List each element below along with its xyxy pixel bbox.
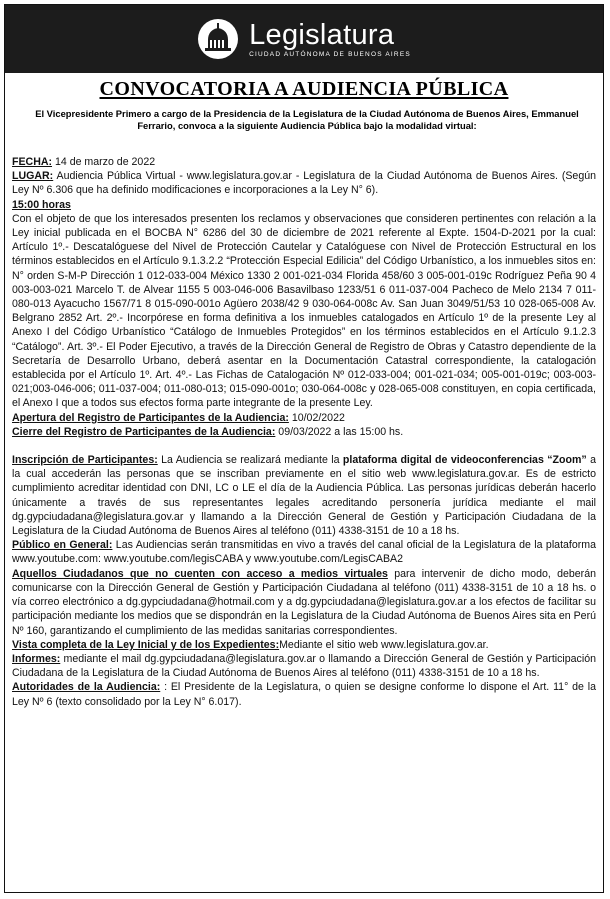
informes-paragraph — [12, 652, 596, 680]
legislatura-logo — [197, 18, 411, 60]
fecha-line — [12, 155, 596, 169]
ciudadanos-paragraph — [12, 567, 596, 638]
vista-paragraph — [12, 638, 596, 652]
publico-label: Público en General: — [12, 539, 113, 552]
notice-body — [12, 155, 596, 709]
publico-text: Las Audiencias serán transmitidas en vivo a través del canal oficial de la Legislatura de la plataforma www.youtube.com: www.youtube.com/legisCABA y www.youtube.com/LegisCABA2 — [12, 539, 596, 566]
hora-label: 15:00 horas — [12, 198, 71, 211]
objeto-paragraph: Con el objeto de que los interesados presenten los reclamos y observaciones que consideren pertinentes con relación a la Ley inicial publicada en el BOCBA N° 6286 del 30 de diciembre de 2021 referente al Expte. 1504-D-2021 por la cual: Artículo 1º.- Descatalóguese del Nivel de Protección Cautelar y Catalóguese con Nivel de Protección Estructural en los términos establecidos en el Artículo 9.1.3.2.2 “Protección Especial Edilicia” del Código Urbanístico, a los inmuebles sitos en: N° orden S-M-P Dirección 1 012-033-004 México 1330 2 001-021-034 Florida 458/60 3 005-001-019c Rodríguez Peña 90 4 003-003-021 Marcelo T. de Alvear 1155 5 003-046-006 Basavilbaso 1233/51 6 011-037-004 Pacheco de Melo 2134 7 011-080-013 Ayacucho 1567/71 8 015-090-001o Agüero 2038/42 9 030-064-008c Av. San Juan 3049/51/53 10 028-065-008 Av. Belgrano 2852 Art. 2º.- Incorpórese en forma definitiva a los inmuebles catalogados en Artículo 1º de la presente Ley al Anexo I del Código Urbanístico “Catálogo de Inmuebles Protegidos” en los términos establecidos en el Artículo 9.1.2.3 “Catálogo”. Art. 3º.- El Poder Ejecutivo, a través de la Dirección General de Registro de Obras y Catastro dependiente de la Secretaría de Desarrollo Urbano, deberá asentar en la Documentación Catastral correspondiente, la catalogación establecida por el Artículo 1º. Art. 4º.- Las Fichas de Catalogación Nº 012-033-004; 001-021-034; 005-001-019c; 003-003-021;003-046-006; 011-037-004; 011-080-013; 015-090-001o; 030-064-008c y 028-065-008 constituyen, en copia certificada, el Anexo I que a todos sus efectos forma parte integrante de la presente Ley. — [12, 212, 596, 410]
lugar-line — [12, 169, 596, 197]
autoridades-label: Autoridades de la Audiencia: — [12, 681, 161, 694]
spacer — [12, 439, 596, 453]
autoridades-text: : El Presidente de la Legislatura, o quien se designe conforme lo dispone el Art. 11° de la Ley Nº 6 (texto consolidado por la Ley N° 6.017). — [12, 681, 596, 708]
hora-line — [12, 198, 596, 212]
ciudadanos-text: para intervenir de dicho modo, deberán comunicarse con la Dirección General de Gestión y Participación Ciudadana al teléfono (011) 4338-3151 de 10 a 18 hs. o vía correo electrónico a dg.gypciudadana@hotmail.com y a dg.gypciudadana@legislatura.gov.ar a los efectos de facilitar su participación mediante los medios que se dispondrán en la Legislatura de la Ciudad Autónoma de Buenos Aires sita en Perú Nº 160, garantizando el cumplimiento de las medidas sanitarias correspondientes. — [12, 567, 596, 637]
informes-label: Informes: — [12, 652, 61, 665]
fecha-value: 14 de marzo de 2022 — [52, 156, 156, 168]
page-title: CONVOCATORIA A AUDIENCIA PÚBLICA — [99, 78, 509, 100]
vista-label: Vista completa de la Ley Inicial y de los Expedientes: — [12, 638, 280, 651]
inscripcion-platform: plataforma digital de videoconferencias “Zoom” — [342, 454, 587, 467]
header-banner — [5, 5, 603, 73]
lugar-value: Audiencia Pública Virtual - www.legislatura.gov.ar - Legislatura de la Ciudad Autónoma de Buenos Aires. (Según Ley Nº 6.306 que ha definido modificaciones e incorporaciones a la Ley N° 6). — [12, 170, 596, 197]
logo-title: Legislatura — [249, 19, 395, 51]
inscripcion-text-1: La Audiencia se realizará mediante la — [157, 454, 343, 467]
apertura-label: Apertura del Registro de Participantes de la Audiencia: — [12, 411, 289, 424]
lugar-label: LUGAR: — [12, 170, 54, 183]
ciudadanos-label: Aquellos Ciudadanos que no cuenten con acceso a medios virtuales — [12, 567, 388, 580]
informes-text: mediante el mail dg.gypciudadana@legislatura.gov.ar o llamando a Dirección General de Gestión y Participación Ciudadana de la Legislatura de la Ciudad Autónoma de Buenos Aires al teléfono (011) 4338-3151 de 10 a 18 hs. — [12, 652, 596, 680]
inscripcion-paragraph — [12, 453, 596, 538]
intro-paragraph: El Vicepresidente Primero a cargo de la Presidencia de la Legislatura de la Ciudad Autónoma de Buenos Aires, Emmanuel Ferrario, convoca a la siguiente Audiencia Pública bajo la modalidad virtual: — [35, 108, 579, 131]
fecha-label: FECHA: — [12, 156, 53, 168]
apertura-value: 10/02/2022 — [288, 411, 345, 424]
notice-frame — [4, 4, 604, 893]
apertura-line — [12, 411, 596, 425]
inscripcion-text-2: a la cual accederán las personas que se inscriban previamente en el sitio web www.legislatura.gov.ar. Es de estricto cumplimiento acreditar identidad con DNI, LC o LE el día de la Audiencia Pública. Las personas jurídicas deberán hacerlo únicamente a través de sus representantes legales acreditando personería jurídica mediante el mail dg.gypciudadana@legislatura.gov.ar y llamando a la Dirección General de Gestión y Participación Ciudadana de la Legislatura de la Ciudad Autónoma de Buenos Aires al teléfono (011) 4338-3151 de 10 a 18 hs. — [12, 454, 596, 538]
cierre-value: 09/03/2022 a las 15:00 hs. — [275, 425, 404, 438]
vista-text: Mediante el sitio web www.legislatura.gov.ar. — [279, 638, 489, 651]
inscripcion-label: Inscripción de Participantes: — [12, 454, 158, 467]
autoridades-paragraph — [12, 680, 596, 708]
cierre-label: Cierre del Registro de Participantes de la Audiencia: — [12, 425, 276, 438]
legislature-dome-icon — [197, 18, 239, 60]
publico-paragraph — [12, 538, 596, 566]
cierre-line — [12, 425, 596, 439]
logo-subtitle: CIUDAD AUTÓNOMA DE BUENOS AIRES — [249, 51, 411, 58]
